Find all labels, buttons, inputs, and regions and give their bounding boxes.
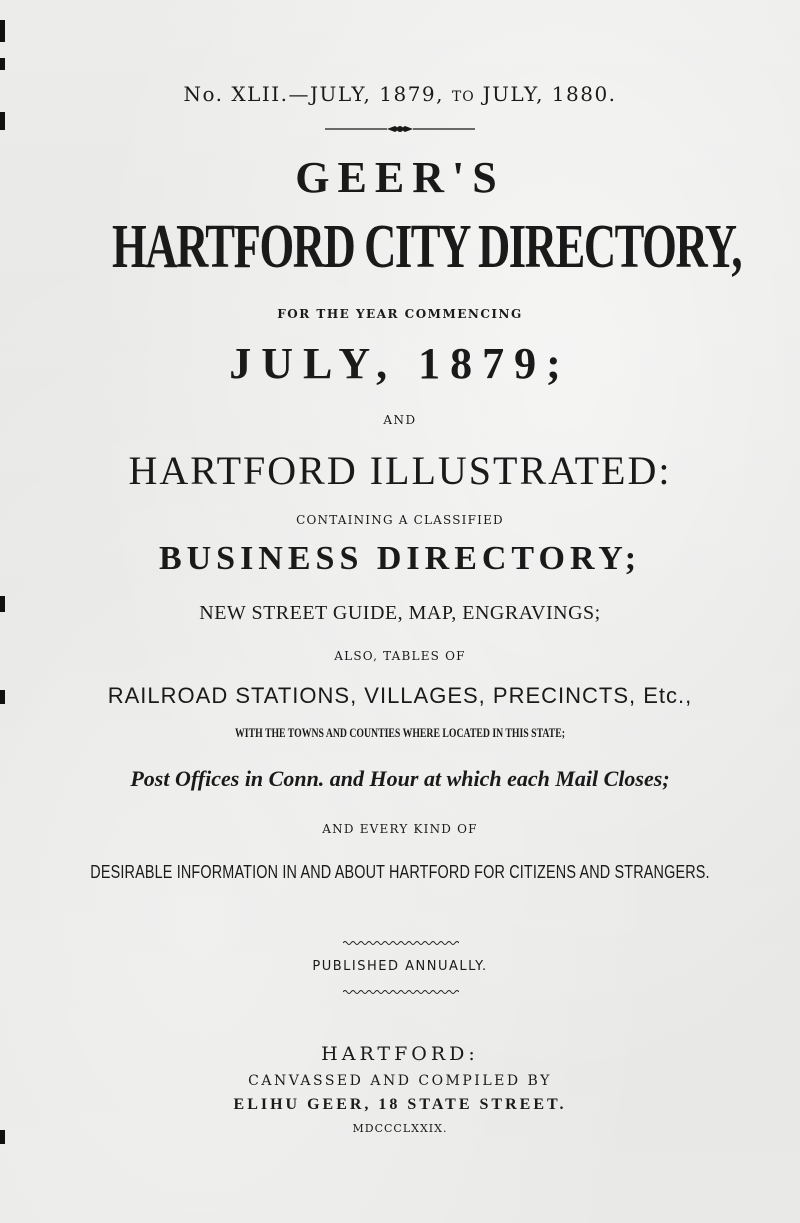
street-guide-line: NEW STREET GUIDE, MAP, ENGRAVINGS; [199,602,601,624]
binding-mark [0,20,5,42]
published-line: PUBLISHED ANNUALLY. [312,959,488,974]
city-line: HARTFORD: [321,1043,479,1065]
issue-to: TO [451,89,475,105]
binding-mark [0,58,5,70]
publisher-possessive: GEER'S [295,153,505,202]
year-roman: MDCCCLXXIX. [352,1122,448,1135]
canvassed-line: CANVASSED AND COMPILED BY [248,1073,552,1089]
commencing-date: JULY, 1879; [229,339,571,388]
binding-mark [0,112,5,130]
business-directory-title: BUSINESS DIRECTORY; [158,540,642,577]
and-label: AND [383,413,417,427]
main-title: HARTFORD CITY DIRECTORY, [112,213,742,281]
post-offices-line: Post Offices in Conn. and Hour at which each Mail Closes; [130,766,670,791]
containing-line: CONTAINING A CLASSIFIED [296,513,504,527]
issue-line [0,82,800,106]
issue-suffix: JULY, 1880. [482,82,617,106]
illustrated-title: HARTFORD ILLUSTRATED: [128,448,672,493]
also-tables-line: ALSO, TABLES OF [334,649,466,663]
year-commencing: FOR THE YEAR COMMENCING [277,307,523,321]
desirable-info-line: DESIRABLE INFORMATION IN AND ABOUT HARTFORD FOR CITIZENS AND STRANGERS. [90,862,710,882]
towns-counties-line: WITH THE TOWNS AND COUNTIES WHERE LOCATED IN THIS STATE; [235,725,565,740]
wavy-rule [343,988,459,996]
issue-prefix: No. XLII.—JULY, 1879, [183,82,445,106]
wavy-rule [343,939,459,947]
rule-ornament [325,125,475,133]
railroad-line: RAILROAD STATIONS, VILLAGES, PRECINCTS, Etc., [107,683,693,708]
compiler-line: ELIHU GEER, 18 STATE STREET. [233,1096,567,1113]
every-kind-line: AND EVERY KIND OF [322,822,478,836]
